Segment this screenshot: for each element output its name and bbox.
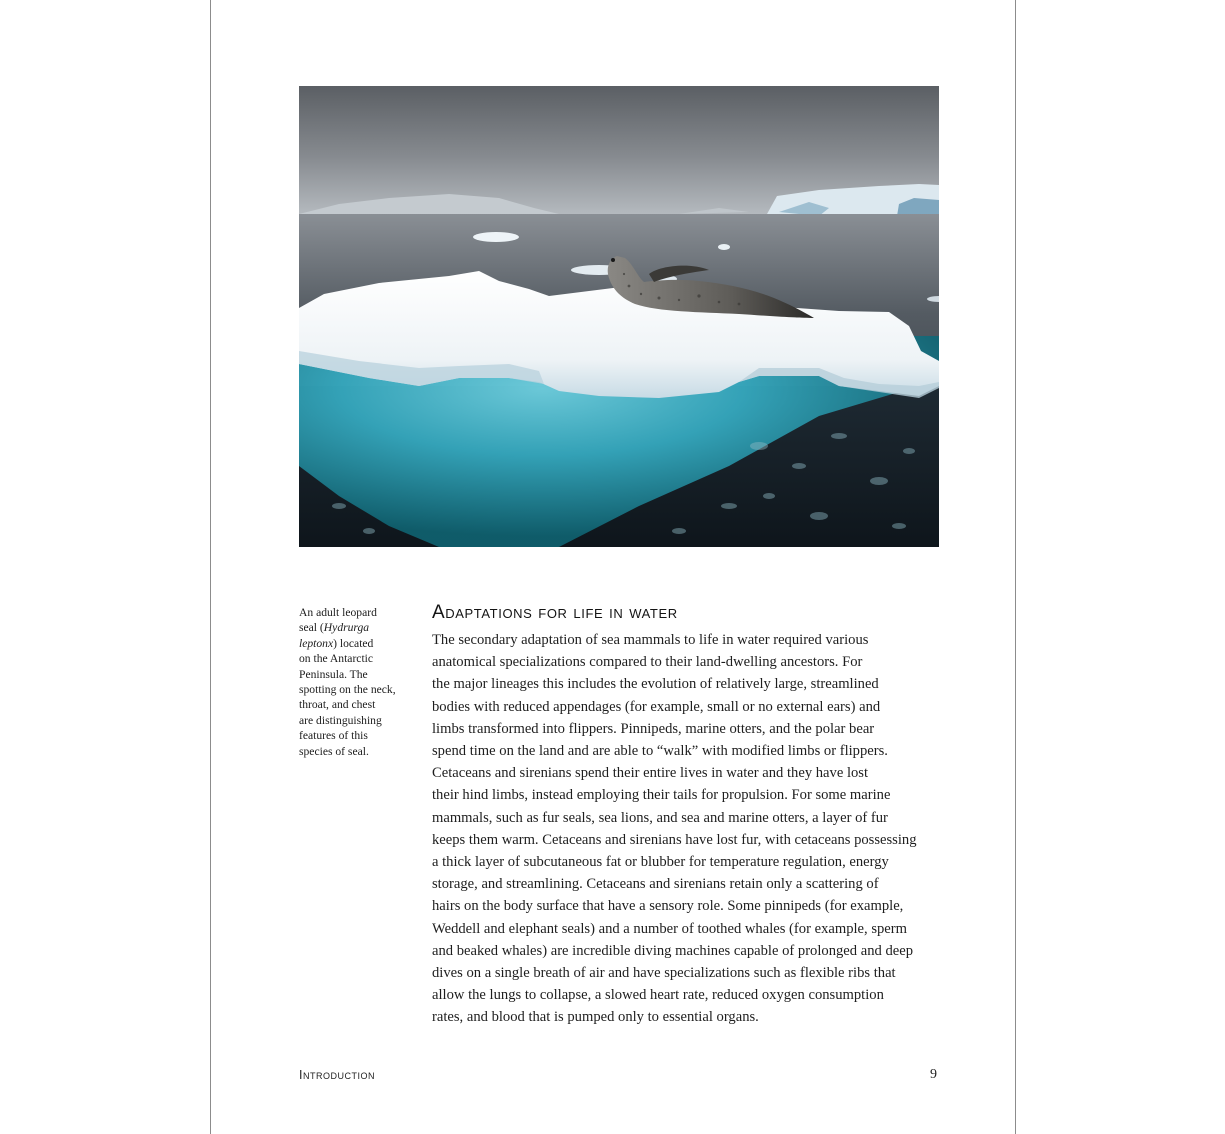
photo-caption: An adult leopard seal (Hydrurga leptonx) located on the Antarctic Peninsula. The spotting on the neck, throat, and chest are distinguishing features of this species of seal. [299,606,396,758]
body-line: mammals, such as fur seals, sea lions, and sea and marine otters, a layer of fur [432,809,888,826]
body-line: Weddell and elephant seals) and a number of toothed whales (for example, sperm [432,920,907,937]
body-line: their hind limbs, instead employing their tails for propulsion. For some marine [432,787,891,804]
body-line: hairs on the body surface that have a sensory role. Some pinnipeds (for example, [432,898,904,915]
body-line: allow the lungs to collapse, a slowed heart rate, reduced oxygen consumption [432,987,884,1004]
photo-illustration [299,86,939,547]
body-line: and beaked whales) are incredible diving machines capable of prolonged and deep [432,942,913,959]
body-line: Cetaceans and sirenians spend their entire lives in water and they have lost [432,765,869,782]
body-line: limbs transformed into flippers. Pinnipeds, marine otters, and the polar bear [432,720,875,737]
body-line: rates, and blood that is pumped only to essential organs. [432,1009,759,1026]
running-head: Introduction [299,1068,375,1082]
section-heading: Adaptations for life in water [432,602,678,623]
leopard-seal-photo [299,86,939,547]
body-line: the major lineages this includes the evolution of relatively large, streamlined [432,676,879,693]
body-line: keeps them warm. Cetaceans and sirenians have lost fur, with cetaceans possessing [432,831,917,848]
body-line: dives on a single breath of air and have specializations such as flexible ribs that [432,965,896,982]
page-number: 9 [930,1067,937,1082]
scientific-name-genus: Hydrurga [323,621,370,635]
body-line: anatomical specializations compared to their land-dwelling ancestors. For [432,654,863,671]
section-body [432,629,942,1029]
body-line: The secondary adaptation of sea mammals to life in water required various [432,632,869,648]
body-line: spend time on the land and are able to “walk” with modified limbs or flippers. [432,743,888,760]
body-line: storage, and streamlining. Cetaceans and sirenians retain only a scattering of [432,876,879,893]
body-line: bodies with reduced appendages (for example, small or no external ears) and [432,698,881,715]
body-line: a thick layer of subcutaneous fat or blubber for temperature regulation, energy [432,854,889,871]
scientific-name-species: leptonx [299,636,334,650]
